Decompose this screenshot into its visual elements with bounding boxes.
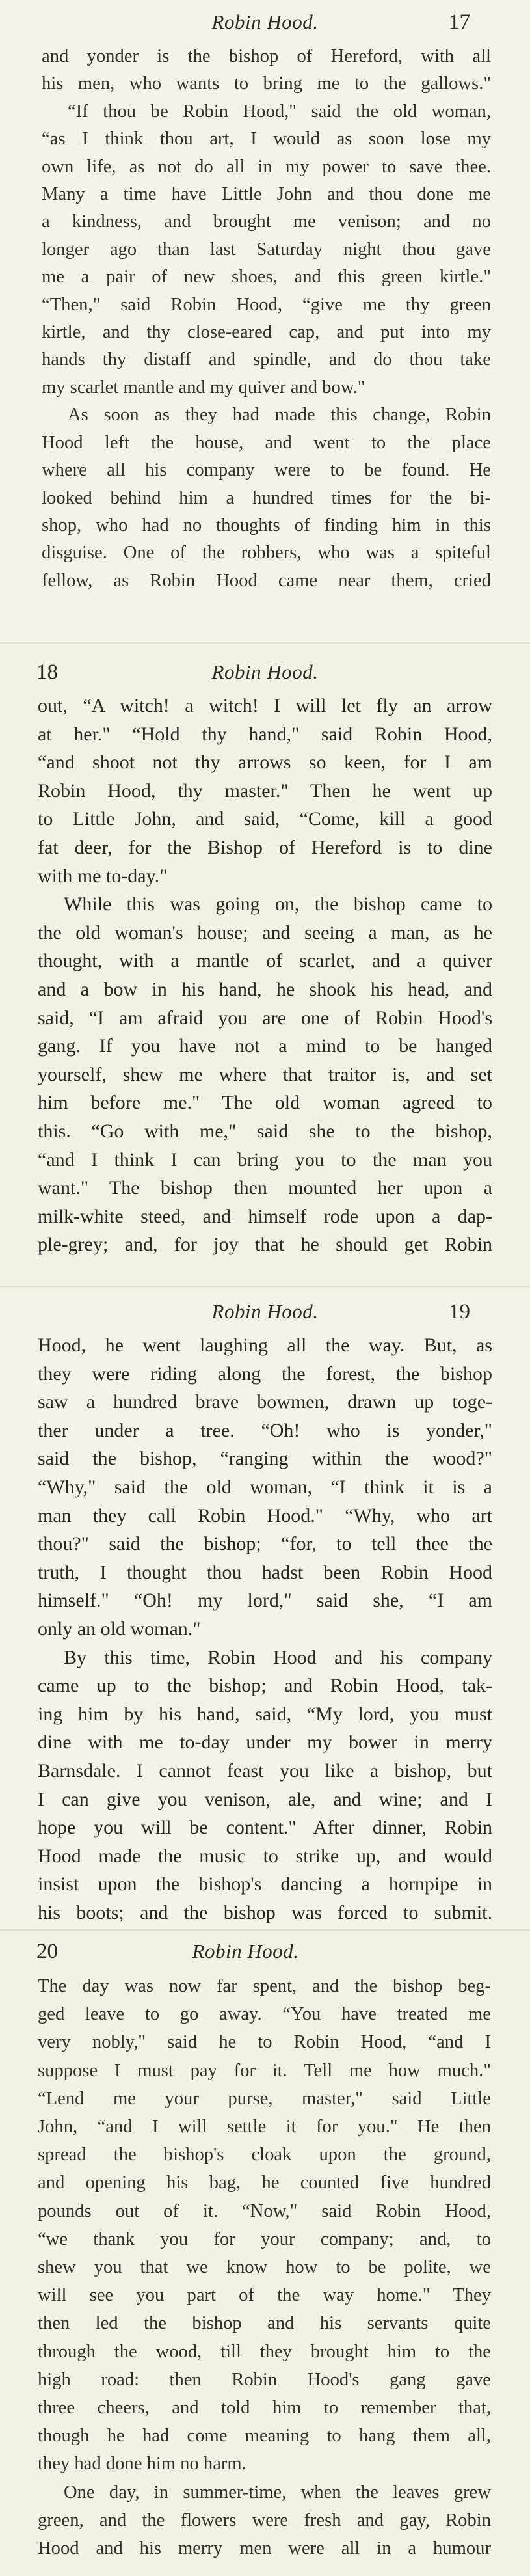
text-line: said, “I am afraid you are one of Robin Hood's [38, 1007, 492, 1029]
text-line: they had done him no harm. [38, 2454, 246, 2474]
page-number: 19 [449, 1300, 470, 1323]
page-number: 17 [449, 10, 470, 34]
text-line: out, “A witch! a witch! I will let fly an arrow [38, 695, 492, 716]
text-line: Robin Hood, thy master." Then he went up [38, 780, 492, 802]
text-line: they were riding along the forest, the bishop [38, 1363, 492, 1385]
text-line: Many a time have Little John and thou done me [42, 184, 491, 205]
text-line: ing him by his hand, said, “My lord, you must [38, 1703, 492, 1725]
page-body [38, 692, 492, 1259]
text-line: with me to-day." [38, 865, 168, 887]
text-line: a kindness, and brought me venison; and no [42, 211, 491, 232]
text-line: yourself, shew me where that traitor is, and set [38, 1063, 492, 1085]
text-line: shew you that we know how to be polite, we [38, 2257, 491, 2278]
text-line: hope you will be content." After dinner, Robin [38, 1817, 492, 1839]
page-body [38, 1972, 491, 2562]
text-line: three cheers, and told him to remember that, [38, 2398, 491, 2419]
text-line: my scarlet mantle and my quiver and bow." [42, 377, 365, 398]
running-title: Robin Hood. [211, 1300, 319, 1323]
text-line: said the bishop, “ranging within the wood?" [38, 1448, 492, 1470]
text-line: I can give you venison, ale, and wine; and I [38, 1788, 492, 1810]
text-line: want." The bishop then mounted her upon a [38, 1177, 492, 1199]
text-line: through the wood, till they brought him to the [38, 2341, 491, 2362]
page-header [0, 660, 530, 690]
text-line: where all his company were to be found. He [42, 460, 491, 481]
text-line: only an old woman." [38, 1618, 201, 1640]
text-line: himself." “Oh! my lord," said she, “I am [38, 1590, 492, 1612]
text-line: ple-grey; and, for joy that he should get Robin [38, 1234, 492, 1256]
text-line: Hood and his merry men were all in a humour [38, 2538, 491, 2559]
page-number: 20 [36, 1940, 58, 1963]
text-line: shop, who had no thoughts of finding him in this [42, 515, 491, 536]
text-line: and opening his bag, he counted five hundred [38, 2173, 491, 2193]
text-line: looked behind him a hundred times for the bi- [42, 487, 491, 508]
text-line: thought, with a mantle of scarlet, and a quiver [38, 950, 492, 972]
text-line: Hood made the music to strike up, and would [38, 1845, 492, 1867]
text-line: disguise. One of the robbers, who was a spiteful [42, 543, 491, 563]
running-title: Robin Hood. [211, 10, 319, 33]
text-line: fellow, as Robin Hood came near them, cried [42, 570, 491, 591]
text-line: “as I think thou art, I would as soon lose my [42, 129, 491, 150]
text-line: Barnsdale. I cannot feast you like a bishop, but [38, 1759, 492, 1782]
book-page [0, 1931, 530, 2574]
text-line: at her." “Hold thy hand," said Robin Hood, [38, 723, 492, 745]
text-line: will see you part of the way home." They [38, 2285, 491, 2306]
text-line: though he had come meaning to hang them all, [38, 2426, 491, 2447]
text-line: own life, as not do all in my power to save thee. [42, 156, 491, 177]
text-line: truth, I thought thou hadst been Robin Hood [38, 1561, 492, 1583]
text-line: to Little John, and said, “Come, kill a good [38, 808, 492, 830]
text-line: his men, who wants to bring me to the gallows." [42, 74, 491, 94]
page-body [42, 43, 491, 595]
text-line: Hood left the house, and went to the place [42, 432, 491, 453]
text-line: By this time, Robin Hood and his company [64, 1646, 492, 1668]
text-line: his boots; and the bishop was forced to submit. [38, 1901, 492, 1923]
text-line: me a pair of new shoes, and this green kirtle." [42, 267, 491, 288]
text-line: While this was going on, the bishop came to [64, 893, 492, 915]
page-number: 18 [36, 660, 58, 684]
text-line: insist upon the bishop's dancing a hornpipe in [38, 1873, 492, 1895]
text-line: then led the bishop and his servants quite [38, 2313, 491, 2334]
text-line: The day was now far spent, and the bishop beg- [38, 1976, 491, 1996]
text-line: this. “Go with me," said she to the bishop, [38, 1120, 492, 1142]
text-line: the old woman's house; and seeing a man, as he [38, 921, 492, 943]
text-line: and yonder is the bishop of Hereford, with all [42, 46, 491, 66]
text-line: gang. If you have not a mind to be hanged [38, 1035, 492, 1057]
page-header [0, 1940, 530, 1970]
text-line: him before me." The old woman agreed to [38, 1092, 492, 1114]
book-page [0, 644, 530, 1287]
text-line: John, “and I will settle it for you." He then [38, 2117, 491, 2137]
text-line: kirtle, and thy close-eared cap, and put into my [42, 322, 491, 343]
text-line: very nobly," said he to Robin Hood, “and I [38, 2032, 491, 2053]
text-line: high road: then Robin Hood's gang gave [38, 2369, 491, 2390]
text-line: “and shoot not thy arrows so keen, for I am [38, 752, 492, 774]
page-header [0, 1300, 530, 1330]
text-line: “and I think I can bring you to the man you [38, 1148, 492, 1171]
book-page [0, 1287, 530, 1931]
text-line: and a bow in his hand, he shook his head, and [38, 978, 492, 1000]
text-line: thou?" said the bishop; “for, to tell thee the [38, 1533, 492, 1555]
running-title: Robin Hood. [211, 660, 319, 683]
text-line: green, and the flowers were fresh and gay, Robin [38, 2510, 491, 2530]
text-line: ged leave to go away. “You have treated me [38, 2004, 491, 2025]
text-line: spread the bishop's cloak upon the ground, [38, 2145, 491, 2165]
text-line: Hood, he went laughing all the way. But, as [38, 1335, 492, 1356]
text-line: milk-white steed, and himself rode upon a dap- [38, 1205, 492, 1227]
running-title: Robin Hood. [192, 1940, 299, 1962]
text-line: suppose I must pay for it. Tell me how much." [38, 2060, 491, 2081]
text-line: “Then," said Robin Hood, “give me thy green [42, 294, 491, 315]
text-line: came up to the bishop; and Robin Hood, tak- [38, 1675, 492, 1697]
text-line: As soon as they had made this change, Robin [68, 405, 491, 426]
text-line: dine with me to-day under my bower in merry [38, 1731, 492, 1754]
page-header [0, 10, 530, 40]
text-line: ther under a tree. “Oh! who is yonder," [38, 1419, 492, 1441]
text-line: man they call Robin Hood." “Why, who art [38, 1504, 492, 1526]
text-line: One day, in summer-time, when the leaves grew [64, 2482, 491, 2502]
text-line: “Why," said the old woman, “I think it is a [38, 1476, 492, 1498]
text-line: fat deer, for the Bishop of Hereford is to dine [38, 836, 492, 858]
text-line: longer ago than last Saturday night thou gave [42, 239, 491, 260]
text-line: pounds out of it. “Now," said Robin Hood, [38, 2201, 491, 2221]
text-line: “If thou be Robin Hood," said the old woman, [68, 101, 491, 122]
text-line: “Lend me your purse, master," said Little [38, 2088, 491, 2109]
text-line: saw a hundred brave bowmen, drawn up toge- [38, 1391, 492, 1413]
text-line: “we thank you for your company; and, to [38, 2229, 491, 2249]
book-page [0, 0, 530, 644]
page-body [38, 1331, 492, 1927]
text-line: hands thy distaff and spindle, and do thou take [42, 349, 491, 370]
